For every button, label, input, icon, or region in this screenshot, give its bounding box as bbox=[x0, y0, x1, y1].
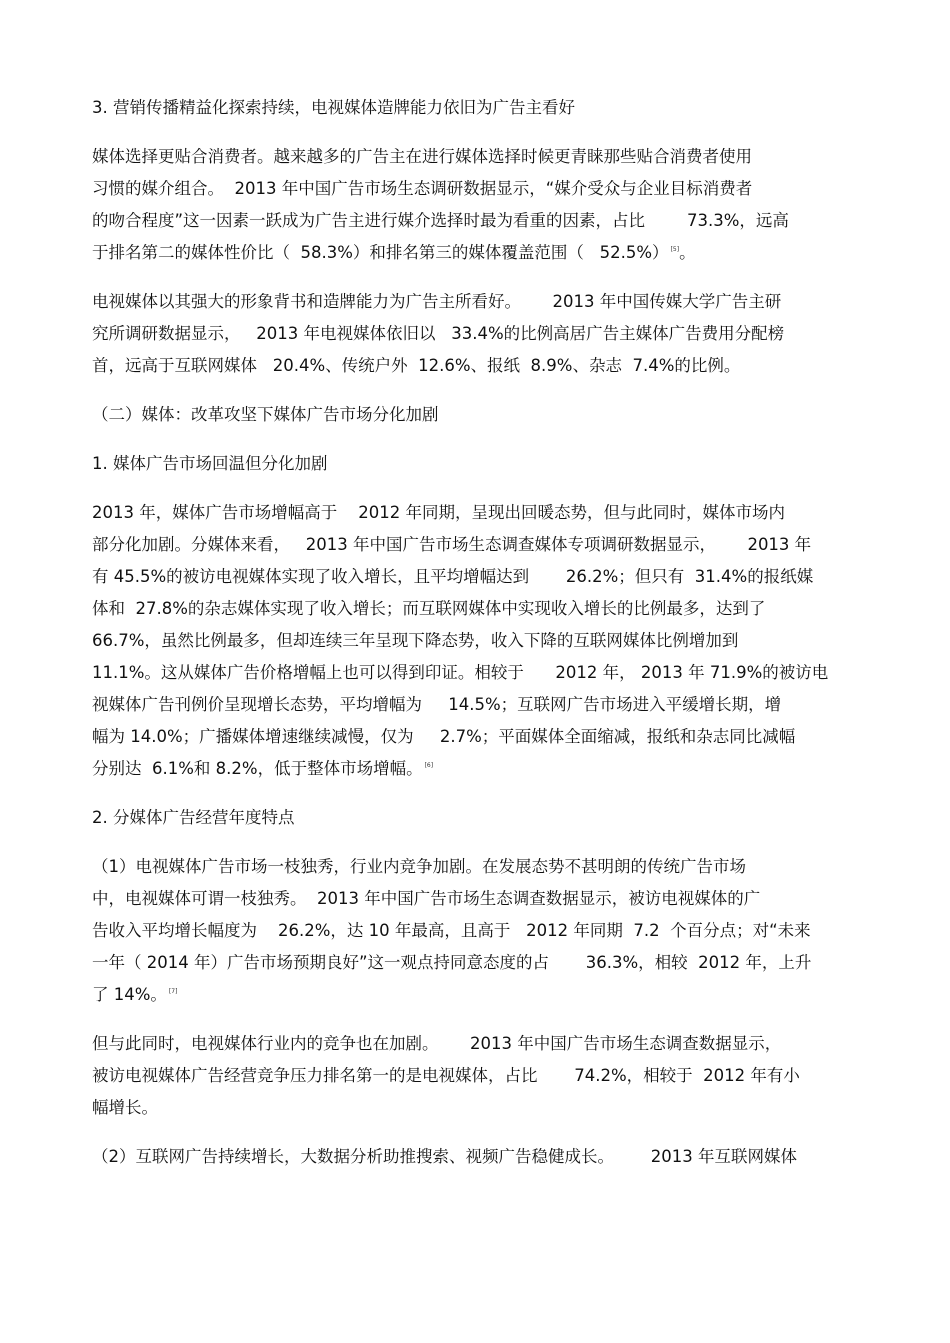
paragraph-line: （2）互联网广告持续增长，大数据分析助推搜索、视频广告稳健成长。 2013 年互联网媒体 bbox=[92, 1147, 797, 1166]
paragraph-line bbox=[92, 237, 862, 269]
paragraph-line-text: 了 14%。 bbox=[92, 985, 167, 1004]
paragraph-line bbox=[92, 753, 862, 785]
heading-text: （二）媒体：改革攻坚下媒体广告市场分化加剧 bbox=[92, 405, 439, 424]
paragraph-internet-growth bbox=[92, 1141, 862, 1173]
paragraph-tv-competition bbox=[92, 1028, 862, 1124]
heading-text: 2. 分媒体广告经营年度特点 bbox=[92, 808, 295, 827]
paragraph-line: 究所调研数据显示， 2013 年电视媒体依旧以 33.4%的比例高居广告主媒体广告费用分配榜 bbox=[92, 324, 785, 343]
section-heading-1 bbox=[92, 448, 862, 480]
section-heading-media bbox=[92, 399, 862, 431]
paragraph-line-text: 于排名第二的媒体性价比（ 58.3%）和排名第三的媒体覆盖范围（ 52.5%） bbox=[92, 243, 669, 262]
paragraph-tv-brand bbox=[92, 286, 862, 382]
paragraph-line: 习惯的媒介组合。 2013 年中国广告市场生态调研数据显示，“媒介受众与企业目标消费者 bbox=[92, 179, 753, 198]
document-page bbox=[92, 92, 862, 1190]
paragraph-line: 媒体选择更贴合消费者。越来越多的广告主在进行媒体选择时候更青睐那些贴合消费者使用 bbox=[92, 147, 752, 166]
paragraph-line: 视媒体广告刊例价呈现增长态势，平均增幅为 14.5%；互联网广告市场进入平缓增长期，增 bbox=[92, 695, 782, 714]
paragraph-line: 66.7%，虽然比例最多，但却连续三年呈现下降态势，收入下降的互联网媒体比例增加到 bbox=[92, 631, 739, 650]
paragraph-line: 中，电视媒体可谓一枝独秀。 2013 年中国广告市场生态调查数据显示，被访电视媒体的广 bbox=[92, 889, 761, 908]
paragraph-line-text: 分别达 6.1%和 8.2%，低于整体市场增幅。 bbox=[92, 759, 423, 778]
paragraph-market-recovery bbox=[92, 497, 862, 785]
paragraph-line: 幅为 14.0%；广播媒体增速继续减慢，仅为 2.7%；平面媒体全面缩减，报纸和杂志同比减幅 bbox=[92, 727, 796, 746]
paragraph-line: 11.1%。这从媒体广告价格增幅上也可以得到印证。相较于 2012 年， 2013 年 71.9%的被访电 bbox=[92, 663, 829, 682]
paragraph-media-selection bbox=[92, 141, 862, 269]
paragraph-line: （1）电视媒体广告市场一枝独秀，行业内竞争加剧。在发展态势不甚明朗的传统广告市场 bbox=[92, 857, 746, 876]
paragraph-line: 被访电视媒体广告经营竞争压力排名第一的是电视媒体，占比 74.2%，相较于 2012 年有小 bbox=[92, 1066, 800, 1085]
footnote-ref-7[interactable]: [7] bbox=[168, 988, 178, 995]
section-heading-2 bbox=[92, 802, 862, 834]
paragraph-line: 2013 年，媒体广告市场增幅高于 2012 年同期，呈现出回暖态势，但与此同时，媒体市场内 bbox=[92, 503, 785, 522]
paragraph-line: 首，远高于互联网媒体 20.4%、传统户外 12.6%、报纸 8.9%、杂志 7.4%的比例。 bbox=[92, 356, 741, 375]
paragraph-line-end: 。 bbox=[679, 243, 696, 262]
paragraph-line: 告收入平均增长幅度为 26.2%，达 10 年最高，且高于 2012 年同期 7.2 个百分点；对“未来 bbox=[92, 921, 811, 940]
paragraph-line: 一年（ 2014 年）广告市场预期良好”这一观点持同意态度的占 36.3%，相较 2012 年，上升 bbox=[92, 953, 812, 972]
paragraph-tv-market bbox=[92, 851, 862, 1011]
paragraph-line: 部分化加剧。分媒体来看， 2013 年中国广告市场生态调查媒体专项调研数据显示， 2013 年 bbox=[92, 535, 812, 554]
heading-text: 3. 营销传播精益化探索持续，电视媒体造牌能力依旧为广告主看好 bbox=[92, 98, 575, 117]
footnote-ref-5[interactable]: [5] bbox=[670, 246, 680, 253]
paragraph-line: 的吻合程度”这一因素一跃成为广告主进行媒介选择时最为看重的因素，占比 73.3%，远高 bbox=[92, 211, 789, 230]
paragraph-line bbox=[92, 979, 862, 1011]
footnote-ref-6[interactable]: [6] bbox=[424, 762, 434, 769]
paragraph-line: 有 45.5%的被访电视媒体实现了收入增长，且平均增幅达到 26.2%；但只有 31.4%的报纸媒 bbox=[92, 567, 814, 586]
paragraph-line: 体和 27.8%的杂志媒体实现了收入增长；而互联网媒体中实现收入增长的比例最多，达到了 bbox=[92, 599, 766, 618]
paragraph-line: 但与此同时，电视媒体行业内的竞争也在加剧。 2013 年中国广告市场生态调查数据显示， bbox=[92, 1034, 782, 1053]
section-heading-3 bbox=[92, 92, 862, 124]
paragraph-line: 幅增长。 bbox=[92, 1098, 158, 1117]
heading-text: 1. 媒体广告市场回温但分化加剧 bbox=[92, 454, 328, 473]
paragraph-line: 电视媒体以其强大的形象背书和造牌能力为广告主所看好。 2013 年中国传媒大学广告主研 bbox=[92, 292, 782, 311]
